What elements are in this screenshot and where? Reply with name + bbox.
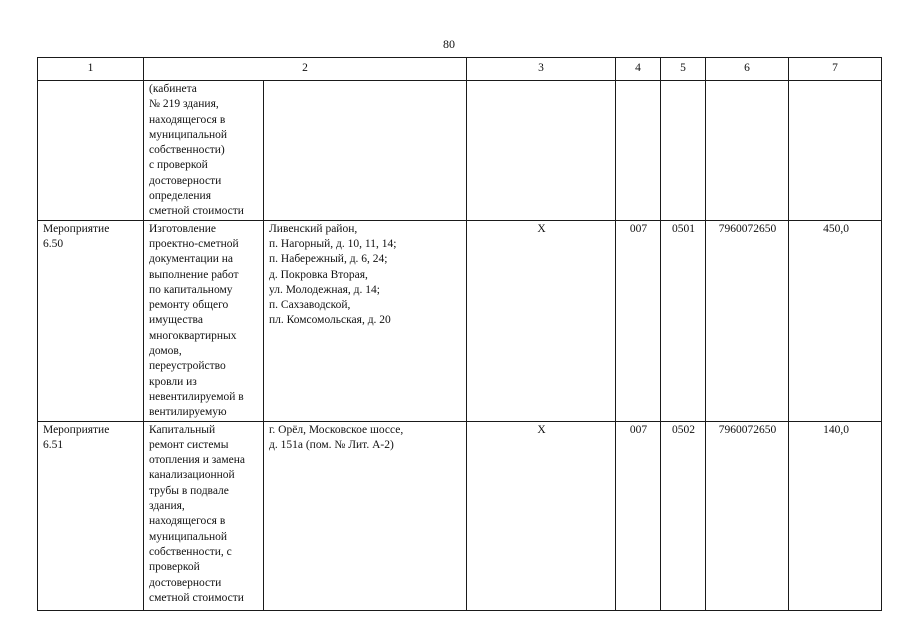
- column-header-6: 6: [706, 58, 789, 81]
- col4-cell: [616, 81, 661, 221]
- col6-cell: 7960072650: [706, 421, 789, 610]
- budget-table: [37, 57, 882, 611]
- column-header-1: 1: [38, 58, 144, 81]
- page-number: 80: [443, 37, 455, 51]
- col7-cell: 450,0: [789, 220, 882, 421]
- col5-cell: 0501: [661, 220, 706, 421]
- address-cell: г. Орёл, Московское шоссе, д. 151а (пом. № Лит. А-2): [264, 421, 467, 610]
- column-header-4: 4: [616, 58, 661, 81]
- table-row: [38, 421, 882, 610]
- col3-cell: Х: [467, 220, 616, 421]
- column-header-7: 7: [789, 58, 882, 81]
- address-cell: Ливенский район, п. Нагорный, д. 10, 11, 14; п. Набережный, д. 6, 24; д. Покровка Вторая, ул. Молодежная, д. 14; п. Сахзаводской, пл. Комсомольская, д. 20: [264, 220, 467, 421]
- table-row: [38, 220, 882, 421]
- header-row: [38, 58, 882, 81]
- col5-cell: 0502: [661, 421, 706, 610]
- col5-cell: [661, 81, 706, 221]
- event-cell: Мероприятие 6.51: [38, 421, 144, 610]
- address-cell: [264, 81, 467, 221]
- col4-cell: 007: [616, 421, 661, 610]
- col6-cell: [706, 81, 789, 221]
- col7-cell: [789, 81, 882, 221]
- col6-cell: 7960072650: [706, 220, 789, 421]
- col7-cell: 140,0: [789, 421, 882, 610]
- col3-cell: [467, 81, 616, 221]
- table-row: [38, 81, 882, 221]
- column-header-5: 5: [661, 58, 706, 81]
- event-cell: Мероприятие 6.50: [38, 220, 144, 421]
- col4-cell: 007: [616, 220, 661, 421]
- col3-cell: Х: [467, 421, 616, 610]
- description-cell: (кабинета № 219 здания, находящегося в муниципальной собственности) с проверкой достоверности определения сметной стоимости: [144, 81, 264, 221]
- column-header-3: 3: [467, 58, 616, 81]
- column-header-2: 2: [144, 58, 467, 81]
- description-cell: Капитальный ремонт системы отопления и замена канализационной трубы в подвале здания, находящегося в муниципальной собственности, с проверкой достоверности сметной стоимости: [144, 421, 264, 610]
- event-cell: [38, 81, 144, 221]
- description-cell: Изготовление проектно-сметной документации на выполнение работ по капитальному ремонту общего имущества многоквартирных домов, переустройство кровли из невентилируемой в вентилируемую: [144, 220, 264, 421]
